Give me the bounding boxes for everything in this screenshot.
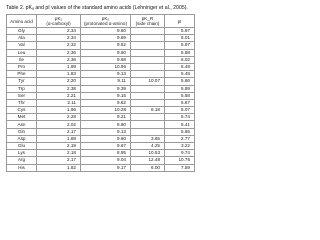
amino-acid-cell: Ile <box>7 56 37 63</box>
pk1-cell: 1.88 <box>37 135 81 142</box>
amino-acid-table <box>6 14 195 172</box>
amino-acid-cell: Ala <box>7 35 37 42</box>
amino-acid-cell: Glu <box>7 143 37 150</box>
pk2-cell: 8.80 <box>81 121 131 128</box>
amino-acid-cell: Asp <box>7 135 37 142</box>
table-row <box>7 63 195 70</box>
pi-cell: 5.07 <box>165 107 195 114</box>
pk1-cell: 2.11 <box>37 99 81 106</box>
pk2-cell: 9.17 <box>81 164 131 171</box>
pk2-cell: 9.39 <box>81 85 131 92</box>
pi-cell: 5.66 <box>165 78 195 85</box>
pi-cell: 5.65 <box>165 128 195 135</box>
pkr-cell: 6.00 <box>131 164 165 171</box>
table-row <box>7 35 195 42</box>
pkr-cell: 10.07 <box>131 78 165 85</box>
pi-cell: 5.48 <box>165 71 195 78</box>
table-row <box>7 49 195 56</box>
amino-acid-cell: Arg <box>7 157 37 164</box>
table-row <box>7 42 195 49</box>
pk2-cell: 9.62 <box>81 42 131 49</box>
pk2-cell: 9.68 <box>81 56 131 63</box>
table-row <box>7 92 195 99</box>
amino-acid-cell: Lys <box>7 150 37 157</box>
amino-acid-cell: Asn <box>7 121 37 128</box>
table-row <box>7 135 195 142</box>
pk2-cell: 10.96 <box>81 63 131 70</box>
pi-cell: 5.74 <box>165 114 195 121</box>
pi-cell: 5.68 <box>165 92 195 99</box>
pi-cell: 2.77 <box>165 135 195 142</box>
pk1-cell: 2.17 <box>37 157 81 164</box>
pk2-cell: 10.28 <box>81 107 131 114</box>
pk2-cell: 8.95 <box>81 150 131 157</box>
pkr-cell <box>131 63 165 70</box>
pk2-cell: 9.13 <box>81 128 131 135</box>
pk1-cell: 2.18 <box>37 150 81 157</box>
pkr-cell <box>131 114 165 121</box>
pkr-cell <box>131 56 165 63</box>
table-row <box>7 28 195 35</box>
amino-acid-cell: Met <box>7 114 37 121</box>
header-amino-acid: Amino acid <box>7 15 37 28</box>
pk2-cell: 9.67 <box>81 143 131 150</box>
pkr-cell <box>131 71 165 78</box>
table-row <box>7 128 195 135</box>
pi-cell: 6.02 <box>165 56 195 63</box>
table-row <box>7 150 195 157</box>
pkr-cell <box>131 121 165 128</box>
table-body <box>7 28 195 172</box>
header-pk1: pK₁ (α-carboxyl) <box>37 15 81 28</box>
table-caption: Table 2. pKₐ and pI values of the standard amino acids (Lehninger et al., 2005). <box>6 5 188 11</box>
amino-acid-cell: Tyr <box>7 78 37 85</box>
table-row <box>7 107 195 114</box>
amino-acid-cell: Gln <box>7 128 37 135</box>
table-row <box>7 143 195 150</box>
table-header-row <box>7 15 195 28</box>
pkr-cell <box>131 128 165 135</box>
table-row <box>7 71 195 78</box>
pi-cell: 3.22 <box>165 143 195 150</box>
pk2-cell: 9.60 <box>81 49 131 56</box>
pi-cell: 6.01 <box>165 35 195 42</box>
pi-cell: 6.48 <box>165 63 195 70</box>
table-row <box>7 99 195 106</box>
pi-cell: 5.97 <box>165 28 195 35</box>
pi-cell: 5.87 <box>165 99 195 106</box>
pi-cell: 10.76 <box>165 157 195 164</box>
pk1-cell: 1.96 <box>37 107 81 114</box>
pk1-cell: 2.38 <box>37 85 81 92</box>
header-pi: pI <box>165 15 195 28</box>
table-row <box>7 56 195 63</box>
pk2-cell: 9.04 <box>81 157 131 164</box>
pkr-cell: 10.53 <box>131 150 165 157</box>
pkr-cell: 12.48 <box>131 157 165 164</box>
table-row <box>7 157 195 164</box>
amino-acid-cell: Val <box>7 42 37 49</box>
pi-cell: 5.98 <box>165 49 195 56</box>
pkr-cell: 3.65 <box>131 135 165 142</box>
pk1-cell: 1.99 <box>37 63 81 70</box>
amino-acid-cell: Pro <box>7 63 37 70</box>
pkr-cell <box>131 85 165 92</box>
amino-acid-cell: Thr <box>7 99 37 106</box>
pk1-cell: 2.34 <box>37 28 81 35</box>
pkr-cell <box>131 99 165 106</box>
pk1-cell: 1.83 <box>37 71 81 78</box>
pk1-cell: 2.32 <box>37 42 81 49</box>
amino-acid-cell: Ser <box>7 92 37 99</box>
pi-cell: 5.41 <box>165 121 195 128</box>
pk1-cell: 2.02 <box>37 121 81 128</box>
pk2-cell: 9.60 <box>81 28 131 35</box>
pk2-cell: 9.11 <box>81 78 131 85</box>
header-pk2: pK₂ (protonated α-amino) <box>81 15 131 28</box>
amino-acid-cell: Trp <box>7 85 37 92</box>
pk1-cell: 2.34 <box>37 35 81 42</box>
table-row <box>7 85 195 92</box>
pkr-cell <box>131 35 165 42</box>
table-row <box>7 121 195 128</box>
pkr-cell: 4.25 <box>131 143 165 150</box>
pk2-cell: 9.60 <box>81 135 131 142</box>
pk2-cell: 9.21 <box>81 114 131 121</box>
pkr-cell <box>131 28 165 35</box>
pi-cell: 5.97 <box>165 42 195 49</box>
pkr-cell <box>131 49 165 56</box>
amino-acid-cell: His <box>7 164 37 171</box>
amino-acid-cell: Cys <box>7 107 37 114</box>
amino-acid-cell: Leu <box>7 49 37 56</box>
header-pkr: pK_R (side chain) <box>131 15 165 28</box>
pk1-cell: 2.36 <box>37 56 81 63</box>
table-row <box>7 114 195 121</box>
amino-acid-cell: Phe <box>7 71 37 78</box>
pk1-cell: 2.21 <box>37 92 81 99</box>
pk2-cell: 9.62 <box>81 99 131 106</box>
pkr-cell: 8.18 <box>131 107 165 114</box>
table-row <box>7 78 195 85</box>
pk1-cell: 2.17 <box>37 128 81 135</box>
pk1-cell: 2.36 <box>37 49 81 56</box>
pkr-cell <box>131 92 165 99</box>
pi-cell: 5.89 <box>165 85 195 92</box>
amino-acid-cell: Gly <box>7 28 37 35</box>
pk1-cell: 2.28 <box>37 114 81 121</box>
pk1-cell: 1.82 <box>37 164 81 171</box>
pk1-cell: 2.19 <box>37 143 81 150</box>
pkr-cell <box>131 42 165 49</box>
pk2-cell: 9.15 <box>81 92 131 99</box>
pk2-cell: 9.69 <box>81 35 131 42</box>
pi-cell: 7.59 <box>165 164 195 171</box>
pk1-cell: 2.20 <box>37 78 81 85</box>
pi-cell: 9.74 <box>165 150 195 157</box>
pk2-cell: 9.13 <box>81 71 131 78</box>
table-row <box>7 164 195 171</box>
